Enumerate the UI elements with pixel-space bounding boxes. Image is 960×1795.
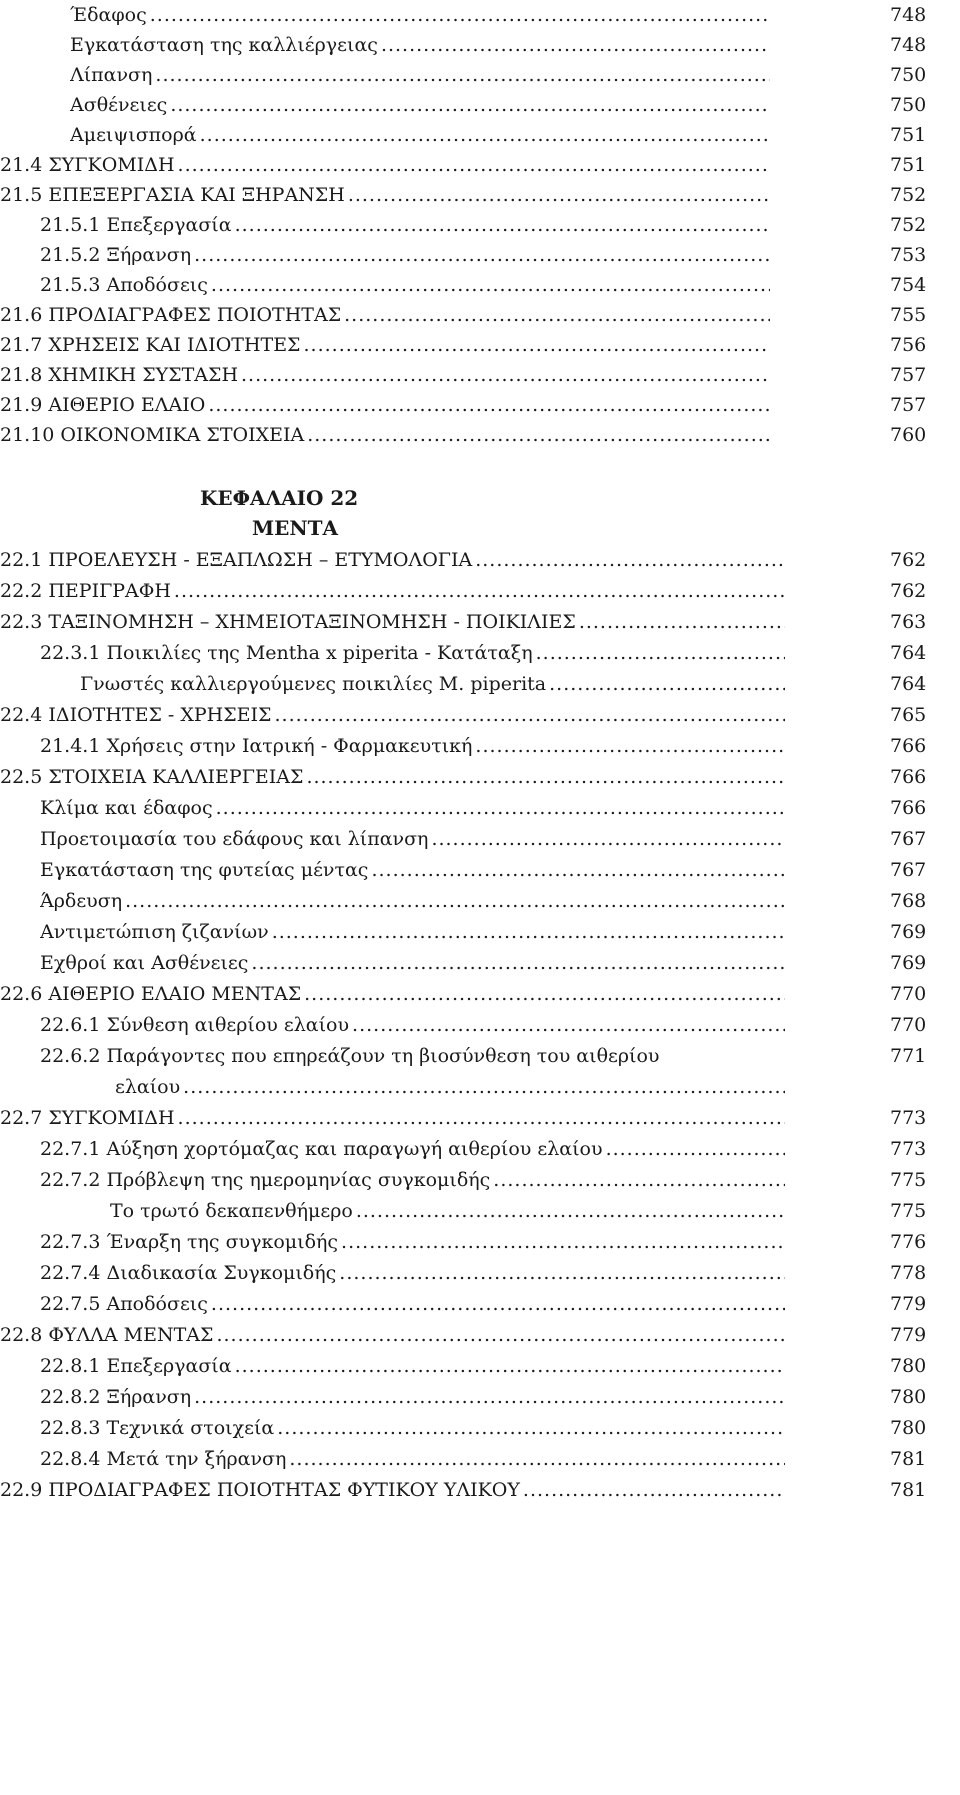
toc-entry[interactable] bbox=[40, 638, 785, 668]
toc-page-number: 780 bbox=[890, 1386, 927, 1408]
toc-entry-label: 22.8.2 Ξήρανση bbox=[40, 1386, 192, 1408]
toc-entry-label: Αμειψισπορά bbox=[70, 124, 197, 146]
toc-entry-label: 21.8 ΧΗΜΙΚΗ ΣΥΣΤΑΣΗ bbox=[0, 364, 239, 386]
toc-page-number: 769 bbox=[890, 952, 927, 974]
toc-entry-label: ελαίου bbox=[115, 1076, 181, 1098]
toc-page-number: 754 bbox=[890, 274, 927, 296]
toc-page-number: 770 bbox=[890, 983, 927, 1005]
toc-leader-dots bbox=[194, 244, 770, 266]
toc-leader-dots bbox=[493, 1169, 785, 1191]
toc-entry[interactable] bbox=[40, 855, 785, 885]
toc-entry[interactable] bbox=[0, 1103, 785, 1133]
toc-leader-dots bbox=[371, 859, 785, 881]
toc-entry-label: 22.7.4 Διαδικασία Συγκομιδής bbox=[40, 1262, 337, 1284]
toc-leader-dots bbox=[211, 274, 770, 296]
toc-entry[interactable] bbox=[0, 180, 770, 210]
toc-page-number: 775 bbox=[890, 1169, 927, 1191]
toc-leader-dots bbox=[431, 828, 785, 850]
toc-entry[interactable] bbox=[0, 607, 785, 637]
toc-page-number: 762 bbox=[890, 549, 927, 571]
toc-entry[interactable] bbox=[70, 60, 770, 90]
toc-leader-dots bbox=[251, 952, 785, 974]
toc-entry[interactable] bbox=[40, 948, 785, 978]
toc-page-number: 751 bbox=[890, 124, 927, 146]
toc-page-number: 755 bbox=[890, 304, 927, 326]
toc-leader-dots bbox=[170, 94, 770, 116]
toc-entry[interactable] bbox=[40, 731, 785, 761]
toc-page-number: 748 bbox=[890, 4, 927, 26]
toc-leader-dots bbox=[174, 580, 785, 602]
toc-leader-dots bbox=[549, 673, 785, 695]
toc-leader-dots bbox=[235, 1355, 785, 1377]
toc-entry[interactable] bbox=[0, 420, 770, 450]
toc-page-number: 781 bbox=[890, 1479, 927, 1501]
toc-leader-dots bbox=[475, 549, 785, 571]
toc-entry[interactable] bbox=[0, 330, 770, 360]
toc-entry-label: 21.5.1 Επεξεργασία bbox=[40, 214, 232, 236]
toc-entry-label: Άρδευση bbox=[40, 890, 123, 912]
toc-entry[interactable] bbox=[40, 240, 770, 270]
toc-entry[interactable] bbox=[0, 762, 785, 792]
toc-entry-label: 21.5.2 Ξήρανση bbox=[40, 244, 192, 266]
toc-entry-label: Αντιμετώπιση ζιζανίων bbox=[40, 921, 269, 943]
toc-entry[interactable] bbox=[70, 90, 770, 120]
toc-leader-dots bbox=[178, 1107, 785, 1129]
toc-entry-label: Γνωστές καλλιεργούμενες ποικιλίες M. piperita bbox=[80, 673, 547, 695]
toc-leader-dots bbox=[475, 735, 785, 757]
toc-leader-dots bbox=[208, 394, 770, 416]
toc-entry-label: 22.7 ΣΥΓΚΟΜΙΔΗ bbox=[0, 1107, 175, 1129]
toc-leader-dots bbox=[339, 1262, 785, 1284]
toc-leader-dots bbox=[150, 4, 770, 26]
toc-leader-dots bbox=[606, 1138, 785, 1160]
toc-entry[interactable] bbox=[40, 1227, 785, 1257]
toc-entry-label: 22.6.1 Σύνθεση αιθερίου ελαίου bbox=[40, 1014, 350, 1036]
toc-entry-label: 22.3.1 Ποικιλίες της Mentha x piperita - Κατάταξη bbox=[40, 642, 533, 664]
toc-entry-label[interactable]: 22.6.2 Παράγοντες που επηρεάζουν τη βιοσύνθεση του αιθερίου bbox=[40, 1045, 660, 1067]
toc-page-number: 771 bbox=[890, 1045, 927, 1067]
toc-leader-dots bbox=[211, 1293, 785, 1315]
toc-entry[interactable] bbox=[0, 979, 785, 1009]
toc-entry-label: 21.10 ΟΙΚΟΝΟΜΙΚΑ ΣΤΟΙΧΕΙΑ bbox=[0, 424, 305, 446]
toc-entry[interactable] bbox=[40, 824, 785, 854]
toc-leader-dots bbox=[235, 214, 770, 236]
toc-entry-label: 22.8.3 Τεχνικά στοιχεία bbox=[40, 1417, 275, 1439]
toc-entry[interactable] bbox=[70, 0, 770, 30]
toc-entry[interactable] bbox=[0, 390, 770, 420]
toc-entry-label: Εγκατάσταση της φυτείας μέντας bbox=[40, 859, 369, 881]
toc-leader-dots bbox=[381, 34, 770, 56]
toc-entry-label: 22.8.4 Μετά την ξήρανση bbox=[40, 1448, 287, 1470]
toc-entry-label: 22.3 ΤΑΞΙΝΟΜΗΣΗ – ΧΗΜΕΙΟΤΑΞΙΝΟΜΗΣΗ - ΠΟΙΚΙΛΙΕΣ bbox=[0, 611, 576, 633]
toc-page-number: 762 bbox=[890, 580, 927, 602]
toc-page-number: 773 bbox=[890, 1138, 927, 1160]
toc-entry-label: Προετοιμασία του εδάφους και λίπανση bbox=[40, 828, 429, 850]
toc-leader-dots bbox=[275, 704, 786, 726]
toc-entry[interactable] bbox=[70, 30, 770, 60]
toc-entry[interactable] bbox=[70, 120, 770, 150]
toc-page-number: 764 bbox=[890, 642, 927, 664]
toc-entry[interactable] bbox=[0, 300, 770, 330]
toc-page-number: 766 bbox=[890, 797, 927, 819]
toc-entry-label: 22.7.3 Έναρξη της συγκομιδής bbox=[40, 1231, 339, 1253]
toc-leader-dots bbox=[306, 766, 785, 788]
toc-entry[interactable] bbox=[40, 1165, 785, 1195]
toc-entry[interactable] bbox=[40, 917, 785, 947]
toc-page-number: 779 bbox=[890, 1293, 927, 1315]
toc-entry-label: 21.5.3 Αποδόσεις bbox=[40, 274, 208, 296]
toc-entry-label: 22.2 ΠΕΡΙΓΡΑΦΗ bbox=[0, 580, 171, 602]
toc-page-number: 753 bbox=[890, 244, 927, 266]
toc-entry-label: 21.5 ΕΠΕΞΕΡΓΑΣΙΑ ΚΑΙ ΞΗΡΑΝΣΗ bbox=[0, 184, 345, 206]
toc-entry[interactable] bbox=[110, 1196, 785, 1226]
toc-entry-label: 22.8.1 Επεξεργασία bbox=[40, 1355, 232, 1377]
toc-entry[interactable] bbox=[80, 669, 785, 699]
toc-page-number: 765 bbox=[890, 704, 927, 726]
toc-entry[interactable] bbox=[0, 700, 785, 730]
toc-leader-dots bbox=[307, 424, 770, 446]
toc-entry[interactable] bbox=[40, 793, 785, 823]
toc-entry-label: 21.4 ΣΥΓΚΟΜΙΔΗ bbox=[0, 154, 175, 176]
toc-page-number: 752 bbox=[890, 184, 927, 206]
toc-page-number: 778 bbox=[890, 1262, 927, 1284]
toc-entry-label: Έδαφος bbox=[70, 4, 147, 26]
toc-leader-dots bbox=[272, 921, 785, 943]
toc-leader-dots bbox=[348, 184, 770, 206]
toc-leader-dots bbox=[344, 304, 770, 326]
toc-entry[interactable] bbox=[0, 360, 770, 390]
toc-entry-label: 22.8 ΦΥΛΛΑ ΜΕΝΤΑΣ bbox=[0, 1324, 214, 1346]
toc-entry[interactable] bbox=[40, 1413, 785, 1443]
toc-entry-label: 22.7.2 Πρόβλεψη της ημερομηνίας συγκομιδής bbox=[40, 1169, 491, 1191]
toc-page-number: 752 bbox=[890, 214, 927, 236]
toc-leader-dots bbox=[125, 890, 785, 912]
toc-page-number: 763 bbox=[890, 611, 927, 633]
toc-entry[interactable] bbox=[40, 1258, 785, 1288]
toc-leader-dots bbox=[241, 364, 770, 386]
toc-leader-dots bbox=[579, 611, 785, 633]
toc-leader-dots bbox=[304, 983, 785, 1005]
toc-entry[interactable] bbox=[40, 1289, 785, 1319]
toc-leader-dots bbox=[356, 1200, 785, 1222]
toc-page-number: 766 bbox=[890, 735, 927, 757]
toc-page-number: 779 bbox=[890, 1324, 927, 1346]
toc-leader-dots bbox=[341, 1231, 785, 1253]
toc-entry-label: 22.7.1 Αύξηση χορτόμαζας και παραγωγή αιθερίου ελαίου bbox=[40, 1138, 603, 1160]
toc-entry-label: Εγκατάσταση της καλλιέργειας bbox=[70, 34, 378, 56]
toc-leader-dots bbox=[200, 124, 770, 146]
toc-entry-label: 22.5 ΣΤΟΙΧΕΙΑ ΚΑΛΛΙΕΡΓΕΙΑΣ bbox=[0, 766, 304, 788]
toc-entry[interactable] bbox=[40, 1010, 785, 1040]
toc-leader-dots bbox=[216, 1324, 785, 1346]
toc-entry[interactable] bbox=[40, 886, 785, 916]
toc-leader-dots bbox=[304, 334, 771, 356]
toc-page-number: 748 bbox=[890, 34, 927, 56]
toc-entry-label: 21.4.1 Χρήσεις στην Ιατρική - Φαρμακευτική bbox=[40, 735, 473, 757]
toc-leader-dots bbox=[155, 64, 770, 86]
toc-entry-label: 22.7.5 Αποδόσεις bbox=[40, 1293, 208, 1315]
toc-entry-label: 21.6 ΠΡΟΔΙΑΓΡΑΦΕΣ ΠΟΙΟΤΗΤΑΣ bbox=[0, 304, 342, 326]
toc-entry-label: 21.7 ΧΡΗΣΕΙΣ ΚΑΙ ΙΔΙΟΤΗΤΕΣ bbox=[0, 334, 301, 356]
chapter-number: ΚΕΦΑΛΑΙΟ 22 bbox=[200, 486, 359, 510]
toc-entry[interactable] bbox=[40, 210, 770, 240]
toc-page-number: 764 bbox=[890, 673, 927, 695]
toc-entry-label: 22.4 ΙΔΙΟΤΗΤΕΣ - ΧΡΗΣΕΙΣ bbox=[0, 704, 272, 726]
toc-page-number: 750 bbox=[890, 94, 927, 116]
toc-page-number: 751 bbox=[890, 154, 927, 176]
toc-entry[interactable] bbox=[0, 576, 785, 606]
toc-leader-dots bbox=[523, 1479, 785, 1501]
toc-entry[interactable] bbox=[0, 545, 785, 575]
toc-page-number: 780 bbox=[890, 1355, 927, 1377]
toc-leader-dots bbox=[183, 1076, 785, 1098]
toc-entry[interactable] bbox=[0, 1320, 785, 1350]
toc-entry-label: Λίπανση bbox=[70, 64, 153, 86]
toc-page-number: 773 bbox=[890, 1107, 927, 1129]
toc-page-number: 750 bbox=[890, 64, 927, 86]
toc-page-number: 767 bbox=[890, 859, 927, 881]
toc-entry-label: 21.9 ΑΙΘΕΡΙΟ ΕΛΑΙΟ bbox=[0, 394, 206, 416]
toc-entry-label: 22.1 ΠΡΟΕΛΕΥΣΗ - ΕΞΑΠΛΩΣΗ – ΕΤΥΜΟΛΟΓΙΑ bbox=[0, 549, 473, 571]
toc-page-number: 766 bbox=[890, 766, 927, 788]
toc-page-number: 767 bbox=[890, 828, 927, 850]
toc-leader-dots bbox=[216, 797, 785, 819]
toc-page-number: 756 bbox=[890, 334, 927, 356]
toc-entry[interactable] bbox=[40, 270, 770, 300]
toc-page-number: 757 bbox=[890, 364, 927, 386]
toc-page-number: 770 bbox=[890, 1014, 927, 1036]
toc-entry[interactable] bbox=[40, 1134, 785, 1164]
toc-page-number: 781 bbox=[890, 1448, 927, 1470]
toc-page-number: 775 bbox=[890, 1200, 927, 1222]
toc-entry[interactable] bbox=[40, 1351, 785, 1381]
toc-entry-continuation[interactable] bbox=[115, 1072, 785, 1102]
toc-page-number: 768 bbox=[890, 890, 927, 912]
toc-entry-label: Κλίμα και έδαφος bbox=[40, 797, 213, 819]
toc-page-number: 780 bbox=[890, 1417, 927, 1439]
toc-leader-dots bbox=[289, 1448, 785, 1470]
toc-entry-label: Εχθροί και Ασθένειες bbox=[40, 952, 249, 974]
toc-entry[interactable] bbox=[0, 150, 770, 180]
toc-entry-label: Το τρωτό δεκαπενθήμερο bbox=[110, 1200, 353, 1222]
toc-entry-label: 22.9 ΠΡΟΔΙΑΓΡΑΦΕΣ ΠΟΙΟΤΗΤΑΣ ΦΥΤΙΚΟΥ ΥΛΙΚΟΥ bbox=[0, 1479, 520, 1501]
toc-page-number: 776 bbox=[890, 1231, 927, 1253]
toc-page-number: 760 bbox=[890, 424, 927, 446]
toc-entry-label: 22.6 ΑΙΘΕΡΙΟ ΕΛΑΙΟ ΜΕΝΤΑΣ bbox=[0, 983, 302, 1005]
toc-leader-dots bbox=[194, 1386, 785, 1408]
toc-leader-dots bbox=[178, 154, 770, 176]
toc-entry-label: Ασθένειες bbox=[70, 94, 168, 116]
toc-page-number: 769 bbox=[890, 921, 927, 943]
toc-page-number: 757 bbox=[890, 394, 927, 416]
toc-entry[interactable] bbox=[40, 1444, 785, 1474]
toc-leader-dots bbox=[536, 642, 785, 664]
toc-entry[interactable] bbox=[40, 1382, 785, 1412]
toc-entry[interactable] bbox=[0, 1475, 785, 1505]
toc-leader-dots bbox=[352, 1014, 785, 1036]
chapter-title: ΜΕΝΤΑ bbox=[252, 516, 339, 540]
toc-leader-dots bbox=[277, 1417, 785, 1439]
